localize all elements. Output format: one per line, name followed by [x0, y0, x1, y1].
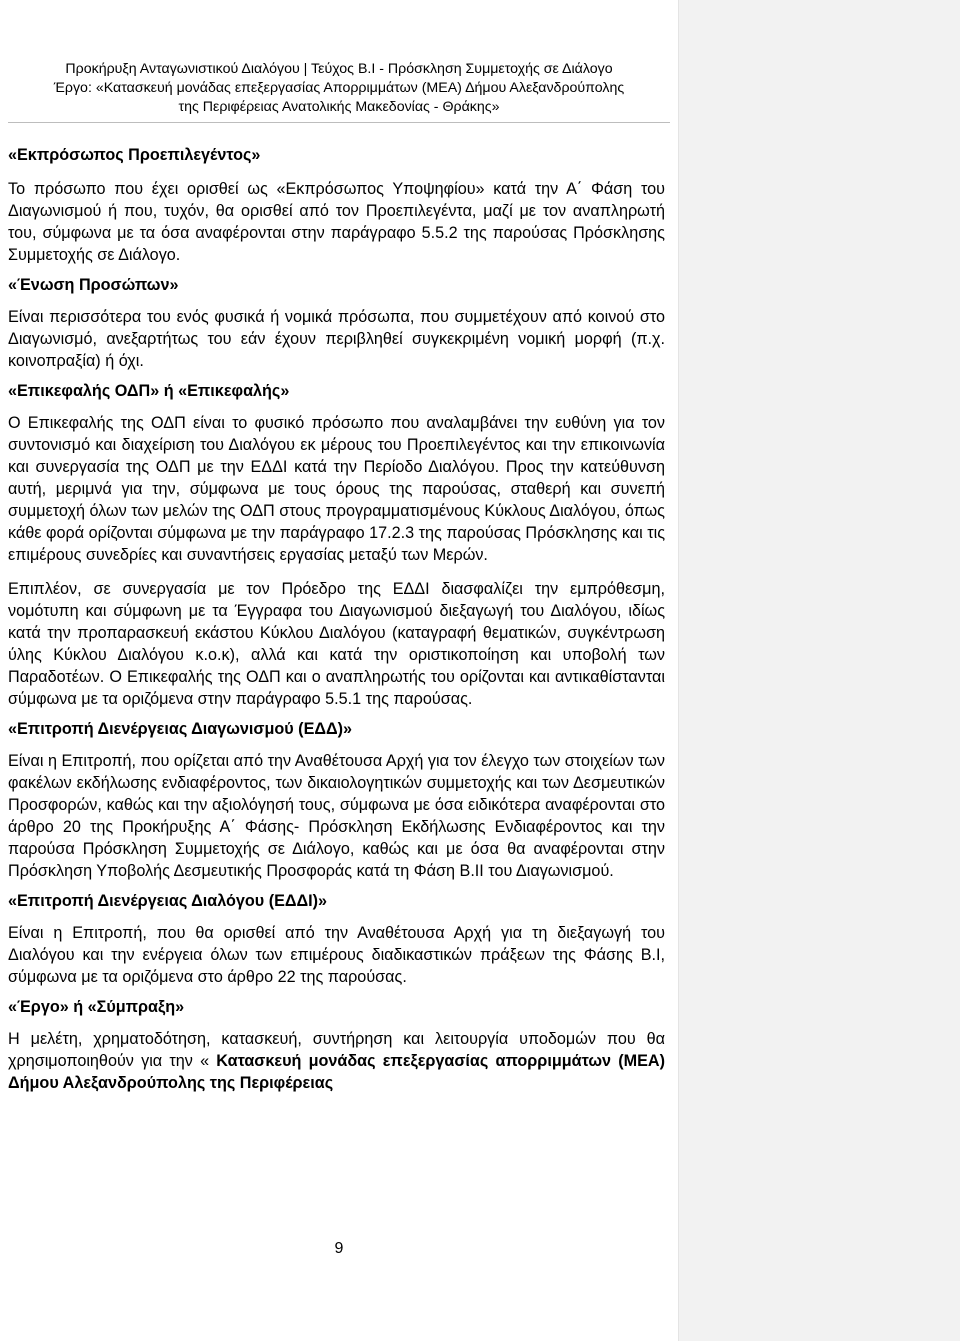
- paragraph-ergo-text: Η μελέτη, χρηματοδότηση, κατασκευή, συντήρηση και λειτουργία υποδομών που θα χρησιμοποιηθούν για την «: [8, 1030, 665, 1070]
- paragraph-ergo-project-title: Κατασκευή μονάδας επεξεργασίας απορριμμάτων (ΜΕΑ) Δήμου Αλεξανδρούπολης της Περιφέρειας: [8, 1052, 665, 1092]
- paragraph-epikefalis-1: Ο Επικεφαλής της ΟΔΠ είναι το φυσικό πρόσωπο που αναλαμβάνει την ευθύνη για τον συντονισμό και διαχείριση του Διαλόγου εκ μέρους του Προεπιλεγέντος και την επικοινωνία και συνεργασία της ΟΔΠ με την ΕΔΔΙ κατά την Περίοδο Διαλόγου. Προς την κατεύθυνση αυτή, μεριμνά για την, σύμφωνα με τους όρους της παρούσας, σταθερή και συνεπή συμμετοχή όλων των μελών της ΟΔΠ στους προγραμματισμένους Κύκλους Διαλόγου, όπως κάθε φορά ορίζονται σύμφωνα με την παράγραφο 17.2.3 της παρούσας Πρόσκλησης και τις επιμέρους συνεδρίες και συναντήσεις εργασίας μεταξύ των Μερών.: [8, 414, 665, 564]
- paragraph-ekprosopos: Το πρόσωπο που έχει ορισθεί ως «Εκπρόσωπος Υποψηφίου» κατά την Α΄ Φάση του Διαγωνισμού ή που, τυχόν, θα ορισθεί από τον Προεπιλεγέντα, μαζί με τον αναπληρωτή του, σύμφωνα με τα όσα αναφέρονται στην παράγραφο 5.5.2 της παρούσας Πρόσκλησης Συμμετοχής σε Διάλογο.: [8, 180, 665, 264]
- heading-ergo: «Έργο» ή «Σύμπραξη»: [8, 998, 185, 1016]
- heading-eddi: «Επιτροπή Διενέργειας Διαλόγου (ΕΔΔΙ)»: [8, 892, 328, 910]
- heading-enosi-prosopon: «Ένωση Προσώπων»: [8, 276, 179, 294]
- paragraph-eddi: Είναι η Επιτροπή, που θα ορισθεί από την Αναθέτουσα Αρχή για τη διεξαγωγή του Διαλόγου και την ενέργεια όλων των επιμέρους διαδικαστικών πράξεων της Φάσης Β.Ι, σύμφωνα με τα οριζόμενα στο άρθρο 22 της παρούσας.: [8, 924, 665, 986]
- comment-margin-pane: [678, 0, 960, 1341]
- header-line-1: Προκήρυξη Ανταγωνιστικού Διαλόγου | Τεύχος Β.Ι - Πρόσκληση Συμμετοχής σε Διάλογο: [65, 61, 613, 77]
- paragraph-epikefalis-2: Επιπλέον, σε συνεργασία με τον Πρόεδρο της ΕΔΔΙ διασφαλίζει την εμπρόθεσμη, νομότυπη και σύμφωνη με τα Έγγραφα του Διαγωνισμού διεξαγωγή του Διαλόγου, ιδίως κατά την προπαρασκευή εκάστου Κύκλου Διαλόγου (καταγραφή θεματικών, συγκέντρωση ύλης Κύκλου Διαλόγου κ.ο.κ), αλλά και κατά την οριστικοποίηση και υποβολή των Παραδοτέων. Ο Επικεφαλής της ΟΔΠ και ο αναπληρωτής του ορίζονται και αντικαθίστανται σύμφωνα με τα οριζόμενα στην παράγραφο 5.5.1 της παρούσας.: [8, 580, 665, 708]
- page-number: 9: [334, 1240, 344, 1257]
- heading-ekprosopos: «Εκπρόσωπος Προεπιλεγέντος»: [8, 146, 261, 164]
- heading-epikefalis: «Επικεφαλής ΟΔΠ» ή «Επικεφαλής»: [8, 382, 290, 400]
- header-line-2: Έργο: «Κατασκευή μονάδας επεξεργασίας Απορριμμάτων (ΜΕΑ) Δήμου Αλεξανδρούπολης: [53, 80, 625, 96]
- margin-divider: [678, 0, 679, 1341]
- paragraph-ergo: [8, 1028, 665, 1094]
- paragraph-edd: Είναι η Επιτροπή, που ορίζεται από την Αναθέτουσα Αρχή για τον έλεγχο των στοιχείων των φακέλων εκδήλωσης ενδιαφέροντος, των δικαιολογητικών συμμετοχής και των Δεσμευτικών Προσφορών, καθώς και την αξιολόγησή τους, σύμφωνα με όσα ειδικότερα αναφέρονται στο άρθρο 20 της Προκήρυξης Α΄ Φάσης- Πρόσκληση Εκδήλωσης Ενδιαφέροντος και την παρούσα Πρόσκληση Συμμετοχής σε Διάλογο, καθώς και με όσα θα αναφέρονται στην Πρόσκληση Υποβολής Δεσμευτικής Προσφοράς κατά τη Φάση Β.ΙΙ του Διαγωνισμού.: [8, 752, 665, 880]
- header-divider: [8, 122, 670, 123]
- document-body: [8, 144, 665, 1106]
- header-line-3: της Περιφέρειας Ανατολικής Μακεδονίας - Θράκης»: [178, 99, 500, 115]
- heading-edd: «Επιτροπή Διενέργειας Διαγωνισμού (ΕΔΔ)»: [8, 720, 353, 738]
- paragraph-enosi-prosopon: Είναι περισσότερα του ενός φυσικά ή νομικά πρόσωπα, που συμμετέχουν από κοινού στο Διαγωνισμό, ανεξαρτήτως του εάν έχουν περιβληθεί συγκεκριμένη νομική μορφή (π.χ. κοινοπραξία) ή όχι.: [8, 308, 665, 370]
- running-header: [8, 60, 670, 117]
